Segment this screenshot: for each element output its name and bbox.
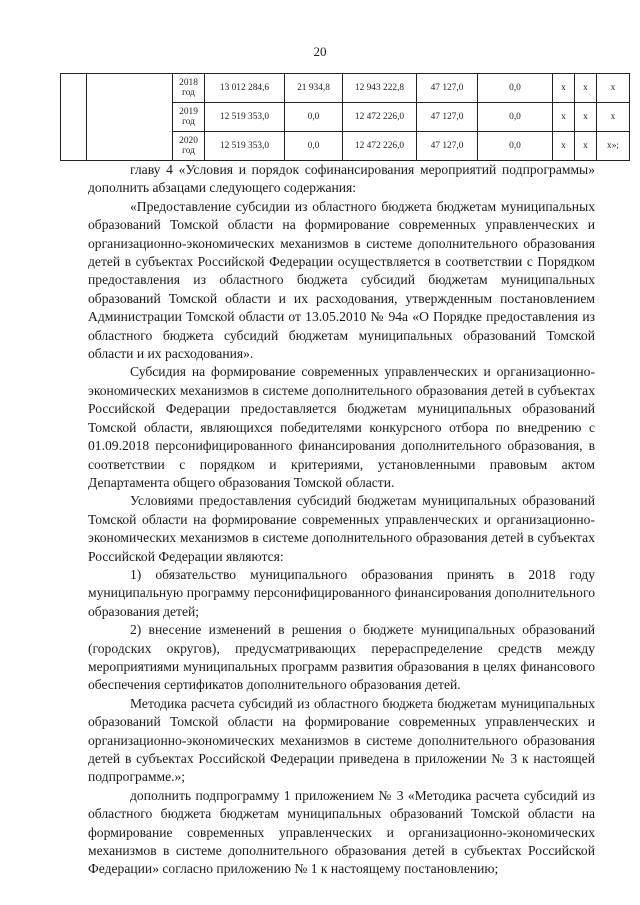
paragraph-condition-2: 2) внесение изменений в решения о бюджете муниципальных образований (городских округов), предусматривающих перераспределение средств между мероприятиями муниципальных программ развития образования в целях финансового обеспечения сертификатов дополнительного образования детей. xyxy=(88,622,595,693)
table-cell: 0,0 xyxy=(478,132,553,161)
table-cell: х xyxy=(575,132,597,161)
table-cell: х xyxy=(553,103,575,132)
table-cell: х xyxy=(575,74,597,103)
table-cell: 47 127,0 xyxy=(417,132,478,161)
table-cell: 13 012 284,6 xyxy=(205,74,285,103)
table-cell: 21 934,8 xyxy=(285,74,343,103)
financing-table xyxy=(60,73,630,161)
table-cell: х»; xyxy=(597,132,630,161)
document-body xyxy=(88,161,595,879)
year-cell: 2020 год xyxy=(173,132,205,161)
table-cell: х xyxy=(553,132,575,161)
table-cell: 12 943 222,8 xyxy=(343,74,417,103)
table-cell: х xyxy=(575,103,597,132)
paragraph-subsidy-recipients: Субсидия на формирование современных управленческих и организационно-экономических механизмов в системе дополнительного образования детей в субъектах Российской Федерации предоставляется бюджетам муниципальных образований Томской области, являющихся победителями конкурсного отбора по внедрению с 01.09.2018 персонифицированного финансирования дополнительного образования, в соответствии с порядком и критериями, установленными правовым актом Департамента общего образования Томской области. xyxy=(88,364,595,490)
table-row xyxy=(61,74,630,103)
table-cell: х xyxy=(553,74,575,103)
table-cell: 12 472 226,0 xyxy=(343,132,417,161)
table-cell: 0,0 xyxy=(478,74,553,103)
table-cell: 12 519 353,0 xyxy=(205,103,285,132)
table-cell: х xyxy=(597,103,630,132)
table-cell: 12 472 226,0 xyxy=(343,103,417,132)
table-cell: 47 127,0 xyxy=(417,103,478,132)
table-cell: 0,0 xyxy=(285,103,343,132)
empty-cell xyxy=(61,74,87,161)
paragraph-conditions: Условиями предоставления субсидий бюджетам муниципальных образований Томской области на формирование современных управленческих и организационно-экономических механизмов в системе дополнительного образования детей в субъектах Российской Федерации являются: xyxy=(88,493,595,564)
paragraph-appendix-3: дополнить подпрограмму 1 приложением № 3 «Методика расчета субсидий из областного бюджета бюджетам муниципальных образований Томской области на формирование современных управленческих и организационно-экономических механизмов в системе дополнительного образования детей в субъектах Российской Федерации» согласно приложению № 1 к настоящему постановлению; xyxy=(88,787,595,877)
empty-cell xyxy=(87,74,173,161)
page-number: 20 xyxy=(313,44,327,59)
paragraph-methodology: Методика расчета субсидий из областного бюджета бюджетам муниципальных образований Томской области на формирование современных управленческих и организационно-экономических механизмов в системе дополнительного образования детей в субъектах Российской Федерации приведена в приложении № 3 к настоящей подпрограмме.»; xyxy=(88,695,595,785)
table-cell: 0,0 xyxy=(285,132,343,161)
table-cell: 12 519 353,0 xyxy=(205,132,285,161)
table-cell: х xyxy=(597,74,630,103)
paragraph-chapter-4-intro: главу 4 «Условия и порядок софинансирования мероприятий подпрограммы» дополнить абзацами следующего содержания: xyxy=(88,162,595,196)
year-cell: 2019 год xyxy=(173,103,205,132)
paragraph-condition-1: 1) обязательство муниципального образования принять в 2018 году муниципальную программу персонифицированного финансирования дополнительного образования детей; xyxy=(88,566,595,619)
table-cell: 47 127,0 xyxy=(417,74,478,103)
year-cell: 2018 год xyxy=(173,74,205,103)
table-cell: 0,0 xyxy=(478,103,553,132)
paragraph-subsidy-provision: «Предоставление субсидии из областного бюджета бюджетам муниципальных образований Томской области на формирование современных управленческих и организационно-экономических механизмов в системе дополнительного образования детей в субъектах Российской Федерации осуществляется в соответствии с Порядком предоставления из областного бюджета субсидий бюджетам муниципальных образований Томской области и их расходования, утвержденным постановлением Администрации Томской области от 13.05.2010 № 94а «О Порядке предоставления из областного бюджета субсидий бюджетам муниципальных образований Томской области и их расходования». xyxy=(88,198,595,362)
